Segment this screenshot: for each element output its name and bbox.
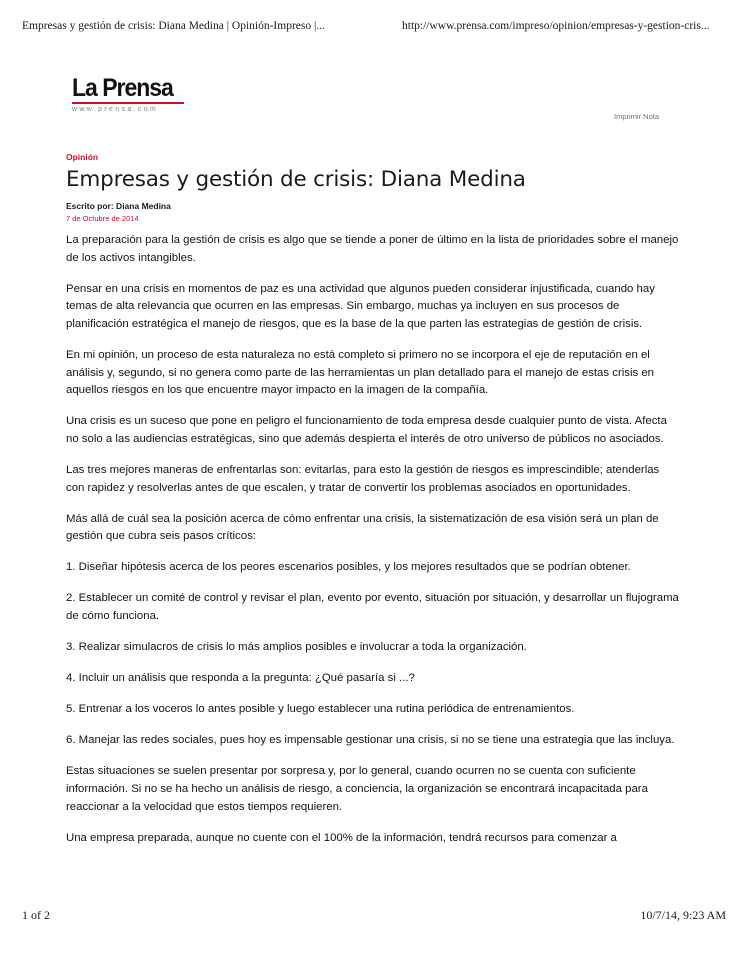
article-publish-date: 7 de Octubre de 2014 <box>66 214 139 223</box>
article-paragraph: 4. Incluir un análisis que responda a la pregunta: ¿Qué pasaría si ...? <box>66 672 415 685</box>
article-paragraph: 5. Entrenar a los voceros lo antes posible y luego establecer una rutina periódica de entrenamientos. <box>66 703 575 716</box>
section-kicker[interactable]: Opinión <box>66 152 99 162</box>
article-paragraph: Estas situaciones se suelen presentar por sorpresa y, por lo general, cuando ocurren no se cuenta con suficiente información. Si no se ha hecho un análisis de riesgo, a conciencia, la organización se encontrará incapacitada para reaccionar a la velocidad que estos tiempos requieren. <box>66 765 648 813</box>
print-header <box>0 20 750 40</box>
logo-red-rule <box>72 102 184 104</box>
logo-wordmark: La Prensa <box>72 74 173 102</box>
print-timestamp: 10/7/14, 9:23 AM <box>640 908 726 922</box>
article-paragraph: 3. Realizar simulacros de crisis lo más amplios posibles e involucrar a toda la organización. <box>66 641 527 654</box>
article-paragraph: 2. Establecer un comité de control y revisar el plan, evento por evento, situación por situación, y desarrollar un flujograma de cómo funciona. <box>66 592 679 622</box>
print-footer <box>0 908 750 926</box>
article-paragraph: En mi opinión, un proceso de esta naturaleza no está completo si primero no se incorpora el eje de reputación en el análisis y, segundo, si no genera como parte de las herramientas un plan detallado para el manejo de estas crisis en aquellos riesgos en los que encuentre mayor impacto en la imagen de la compañía. <box>66 348 655 397</box>
article-byline: Escrito por: Diana Medina <box>66 201 171 211</box>
article-paragraph: Una empresa preparada, aunque no cuente con el 100% de la información, tendrá recursos para comenzar a <box>66 831 617 844</box>
page-indicator: 1 of 2 <box>22 908 50 922</box>
logo-site-url: www.prensa.com <box>72 106 159 113</box>
article-paragraph: 1. Diseñar hipótesis acerca de los peores escenarios posibles, y los mejores resultados que se podrían obtener. <box>66 561 631 574</box>
article-paragraph: Pensar en una crisis en momentos de paz es una actividad que algunos pueden considerar injustificada, cuando hay temas de alta relevancia que ocurren en las empresas. Sin embargo, muchas ya incluyen en sus procesos de planificación estratégica el manejo de riesgos, que es la base de la que parten las estrategias de gestión de crisis. <box>66 282 655 330</box>
print-header-document-title: Empresas y gestión de crisis: Diana Medina | Opinión-Impreso |... <box>22 20 325 32</box>
article-header <box>66 152 680 224</box>
page-title: Empresas y gestión de crisis: Diana Medina <box>66 167 526 192</box>
article-paragraph: 6. Manejar las redes sociales, pues hoy es impensable gestionar una crisis, si no se tiene una estrategia que las incluya. <box>66 734 675 747</box>
article-paragraph: La preparación para la gestión de crisis es algo que se tiende a poner de último en la lista de prioridades sobre el manejo de los activos intangibles. <box>66 234 679 264</box>
la-prensa-logo[interactable] <box>72 76 192 114</box>
print-note-link[interactable]: Imprimir Nota <box>614 112 660 121</box>
article-paragraph: Una crisis es un suceso que pone en peligro el funcionamiento de toda empresa desde cualquier punto de vista. Afecta no solo a las audiencias estratégicas, sino que además despierta el interés de otro universo de públicos no asociados. <box>66 415 667 445</box>
print-header-url: http://www.prensa.com/impreso/opinion/empresas-y-gestion-cris... <box>402 20 710 32</box>
article-body <box>66 232 680 861</box>
article-paragraph: Las tres mejores maneras de enfrentarlas son: evitarlas, para esto la gestión de riesgos es imprescindible; atenderlas con rapidez y resolverlas antes de que escalen, y tratar de convertir los problemas asociados en oportunidades. <box>66 463 660 494</box>
article-paragraph: Más allá de cuál sea la posición acerca de cómo enfrentar una crisis, la sistematización de esa visión será un plan de gestión que cubra seis pasos críticos: <box>66 512 659 543</box>
